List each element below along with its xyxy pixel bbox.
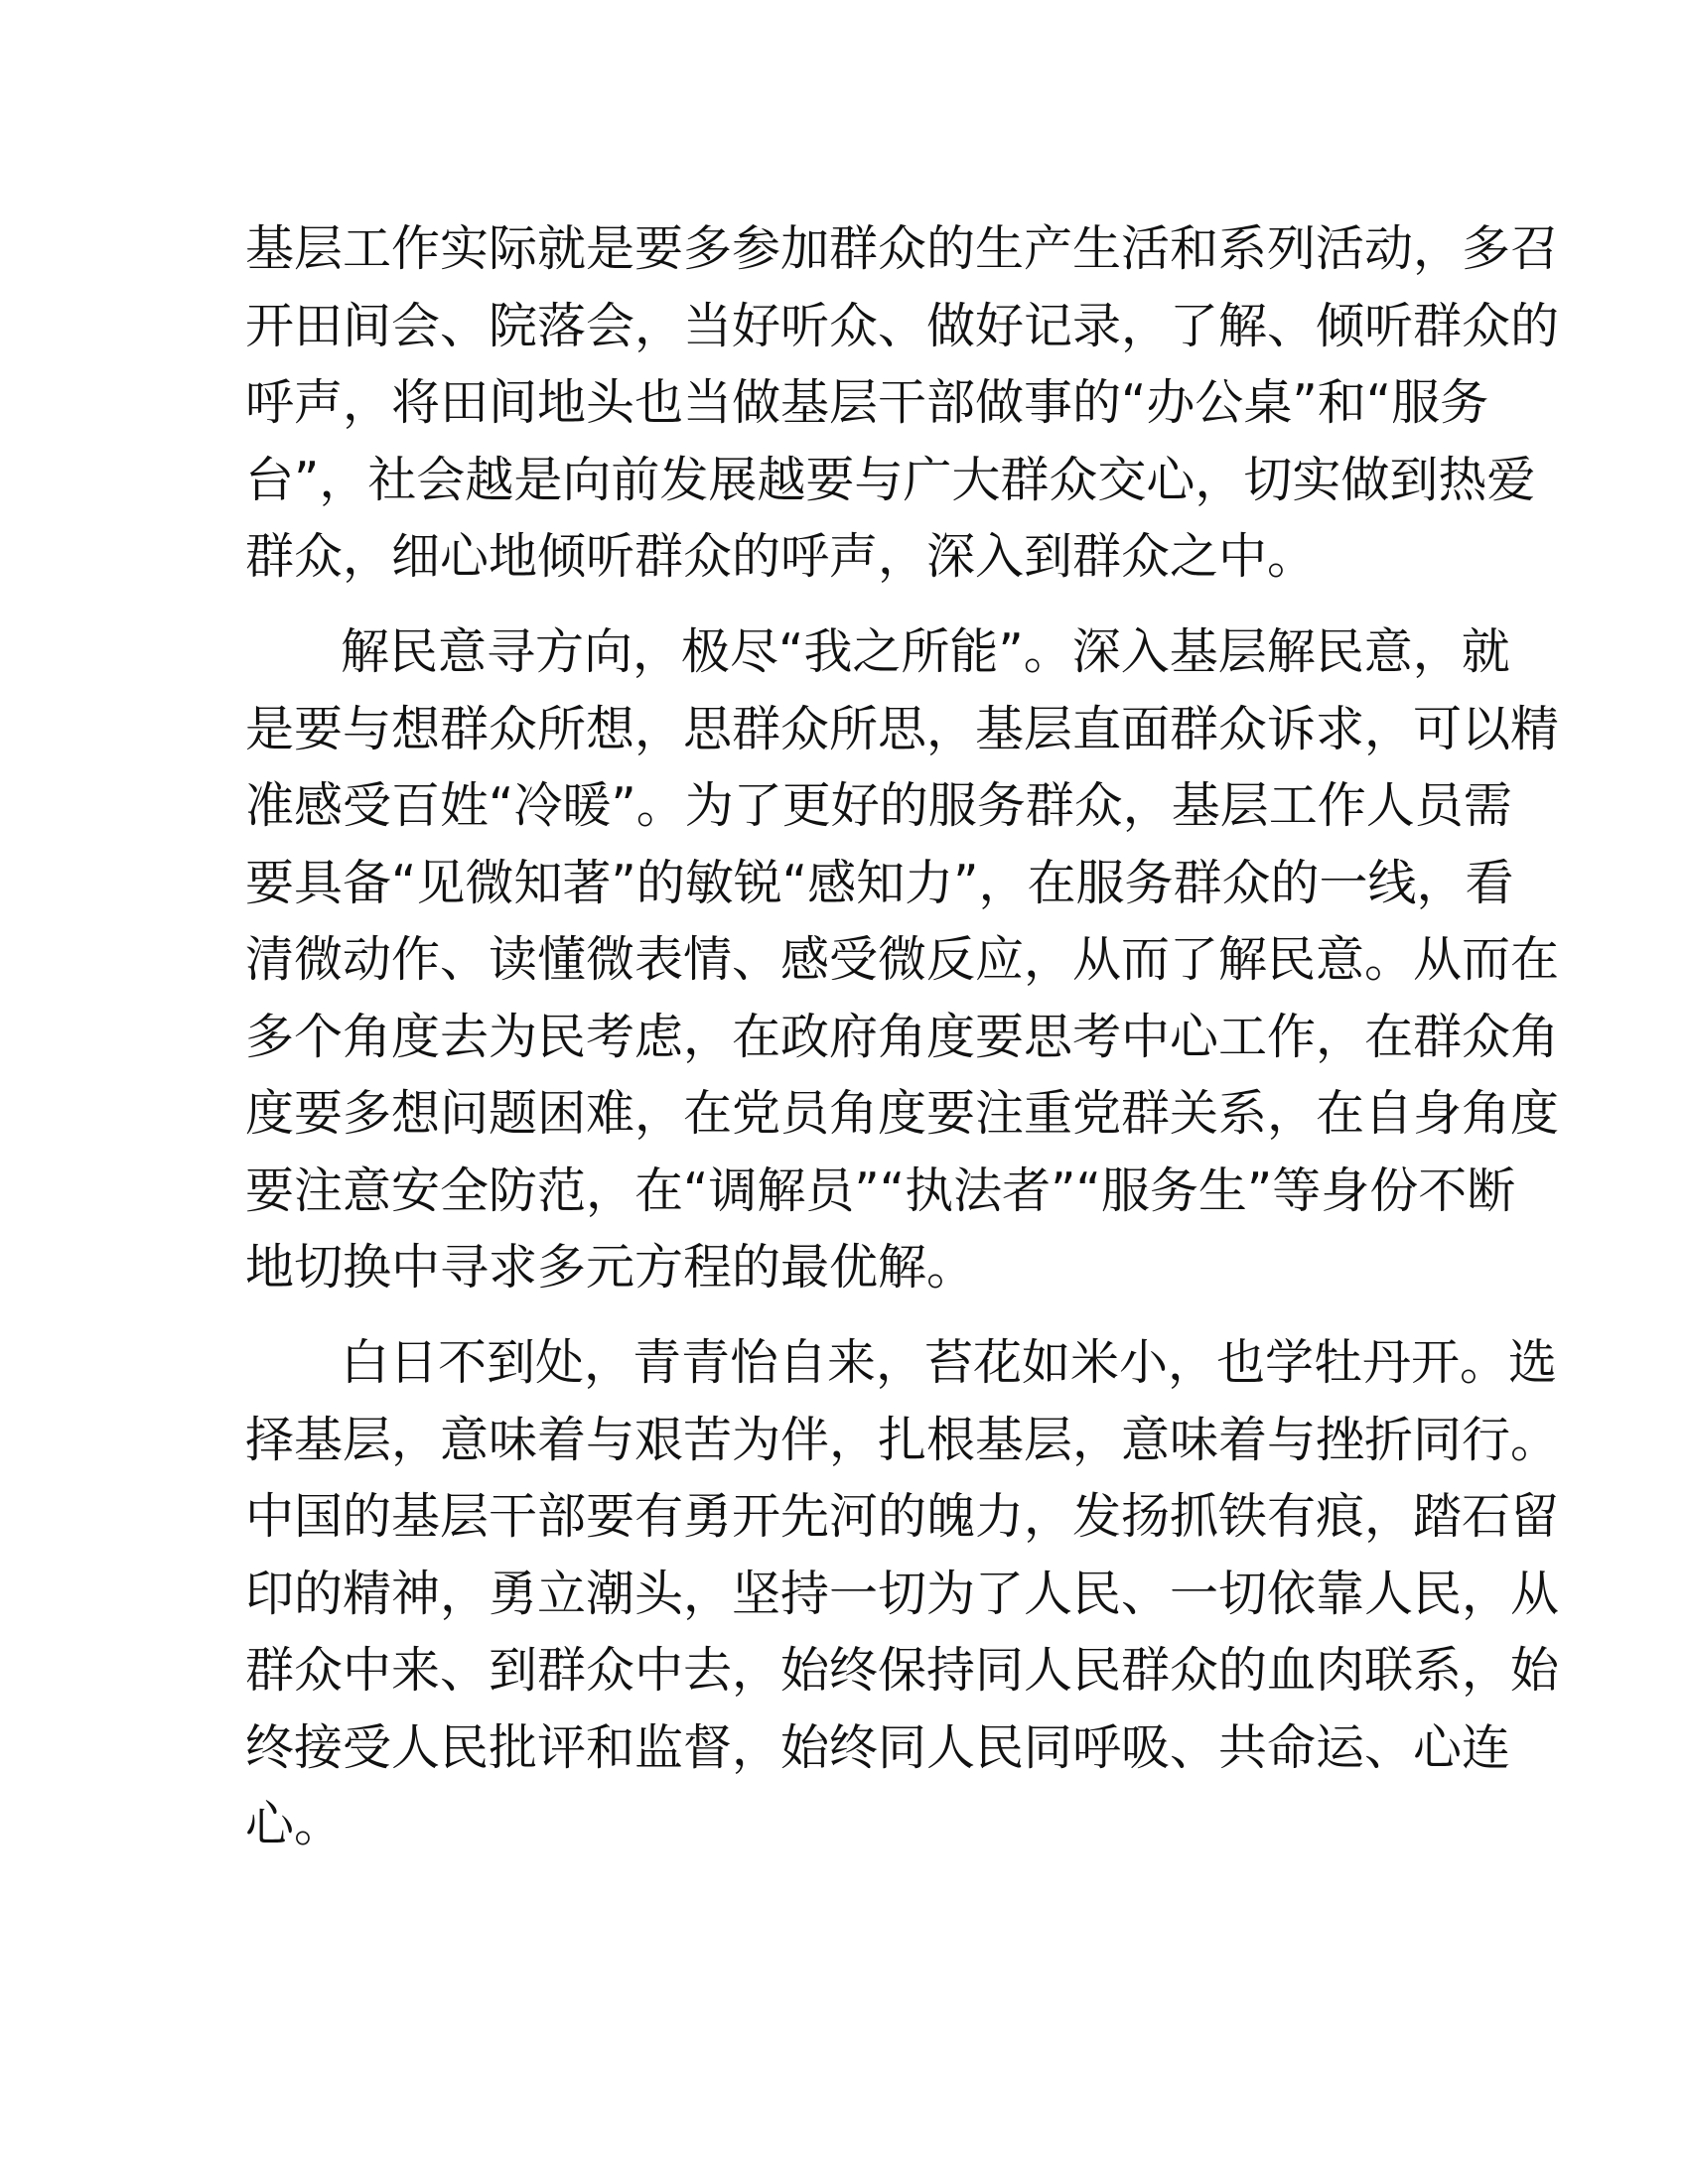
paragraph-line: 准感受百姓“冷暖”。为了更好的服务群众，基层工作人员需 <box>245 777 1512 834</box>
paragraph-line: 群众，细心地倾听群众的呼声，深入到群众之中。 <box>245 528 1317 585</box>
paragraph-line: 是要与想群众所想，思群众所思，基层直面群众诉求，可以精 <box>245 700 1560 757</box>
paragraph-line: 终接受人民批评和监督，始终同人民同呼吸、共命运、心连 <box>245 1718 1511 1776</box>
paragraph-line: 清微动作、读懂微表情、感受微反应，从而了解民意。从而在 <box>245 931 1560 988</box>
paragraph-line: 多个角度去为民考虑，在政府角度要思考中心工作，在群众角 <box>245 1008 1560 1065</box>
paragraph-line: 白日不到处，青青怡自来，苔花如米小，也学牡丹开。选 <box>341 1334 1558 1391</box>
paragraph-1 <box>245 210 1559 596</box>
paragraph-line: 印的精神，勇立潮头，坚持一切为了人民、一切依靠人民，从 <box>245 1565 1560 1622</box>
paragraph-line: 基层工作实际就是要多参加群众的生产生活和系列活动，多召 <box>245 220 1560 277</box>
paragraph-line: 要具备“见微知著”的敏锐“感知力”，在服务群众的一线，看 <box>245 854 1514 911</box>
paragraph-line: 台”，社会越是向前发展越要与广大群众交心，切实做到热爱 <box>245 451 1536 508</box>
paragraph-line: 要注意安全防范，在“调解员”“执法者”“服务生”等身份不断 <box>245 1161 1516 1219</box>
paragraph-line: 心。 <box>245 1796 344 1852</box>
paragraph-line: 度要多想问题困难，在党员角度要注重党群关系，在自身角度 <box>245 1085 1560 1142</box>
paragraph-line: 群众中来、到群众中去，始终保持同人民群众的血肉联系，始 <box>245 1642 1560 1699</box>
paragraph-line: 地切换中寻求多元方程的最优解。 <box>245 1239 976 1296</box>
paragraph-line: 中国的基层干部要有勇开先河的魄力，发扬抓铁有痕，踏石留 <box>245 1488 1560 1545</box>
paragraph-line: 解民意寻方向，极尽“我之所能”。深入基层解民意，就 <box>341 623 1510 680</box>
paragraph-line: 开田间会、院落会，当好听众、做好记录，了解、倾听群众的 <box>245 297 1560 354</box>
paragraph-3 <box>245 1324 1559 1863</box>
paragraph-2 <box>245 614 1559 1306</box>
paragraph-line: 呼声，将田间地头也当做基层干部做事的“办公桌”和“服务 <box>245 374 1489 431</box>
paragraph-line: 择基层，意味着与艰苦为伴，扎根基层，意味着与挫折同行。 <box>245 1411 1560 1468</box>
